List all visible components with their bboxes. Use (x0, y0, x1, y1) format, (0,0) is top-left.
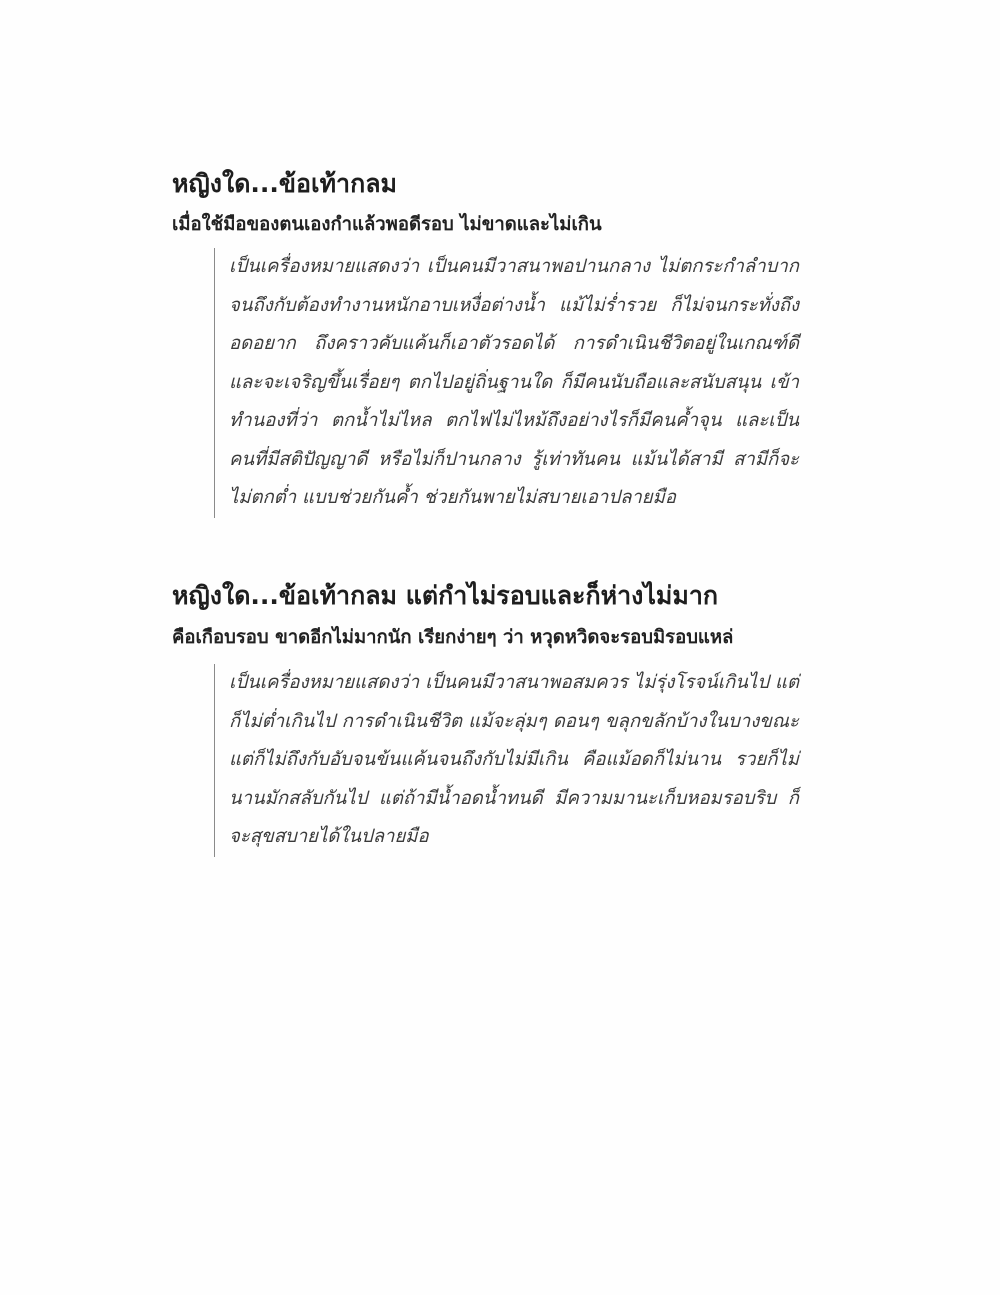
section-subheading: เมื่อใช้มือของตนเองกำแล้วพอดีรอบ ไม่ขาดและไม่เกิน (172, 214, 602, 235)
section-round-ankle-not-full (172, 578, 812, 857)
section-subheading: คือเกือบรอบ ขาดอีกไม่มากนัก เรียกง่ายๆ ว่า หวุดหวิดจะรอบมิรอบแหล่ (172, 627, 734, 648)
section-body-quote (214, 248, 799, 518)
section-body-text: เป็นเครื่องหมายแสดงว่า เป็นคนมีวาสนาพอสมควร ไม่รุ่งโรจน์เกินไป แต่ก็ไม่ต่ำเกินไป การดำเนินชีวิต แม้จะลุ่มๆ ดอนๆ ขลุกขลักบ้างในบางขณะ แต่ก็ไม่ถึงกับอับจนข้นแค้นจนถึงกับไม่มีเกิน คือแม้อดก็ไม่นาน รวยก็ไม่นานมักสลับกันไป แต่ถ้ามีน้ำอดน้ำทนดี มีความมานะเก็บหอมรอบริบ ก็จะสุขสบายได้ในปลายมือ (229, 672, 799, 847)
section-body-quote (214, 664, 799, 857)
section-round-ankle (172, 166, 812, 518)
section-heading: หญิงใด...ข้อเท้ากลม (172, 169, 398, 198)
section-heading: หญิงใด...ข้อเท้ากลม แต่กำไม่รอบและก็ห่างไม่มาก (172, 581, 719, 610)
section-body-text: เป็นเครื่องหมายแสดงว่า เป็นคนมีวาสนาพอปานกลาง ไม่ตกระกำลำบากจนถึงกับต้องทำงานหนักอาบเหงื่อต่างน้ำ แม้ไม่ร่ำรวย ก็ไม่จนกระทั่งถึงอดอยาก ถึงคราวคับแค้นก็เอาตัวรอดได้ การดำเนินชีวิตอยู่ในเกณฑ์ดี และจะเจริญขึ้นเรื่อยๆ ตกไปอยู่ถิ่นฐานใด ก็มีคนนับถือและสนับสนุน เข้าทำนองที่ว่า ตกน้ำไม่ไหล ตกไฟไม่ไหม้ถึงอย่างไรก็มีคนค้ำจุน และเป็นคนที่มีสติปัญญาดี หรือไม่ก็ปานกลาง รู้เท่าทันคน แม้นได้สามี สามีก็จะไม่ตกต่ำ แบบช่วยกันค้ำ ช่วยกันพายไม่สบายเอาปลายมือ (229, 256, 799, 508)
